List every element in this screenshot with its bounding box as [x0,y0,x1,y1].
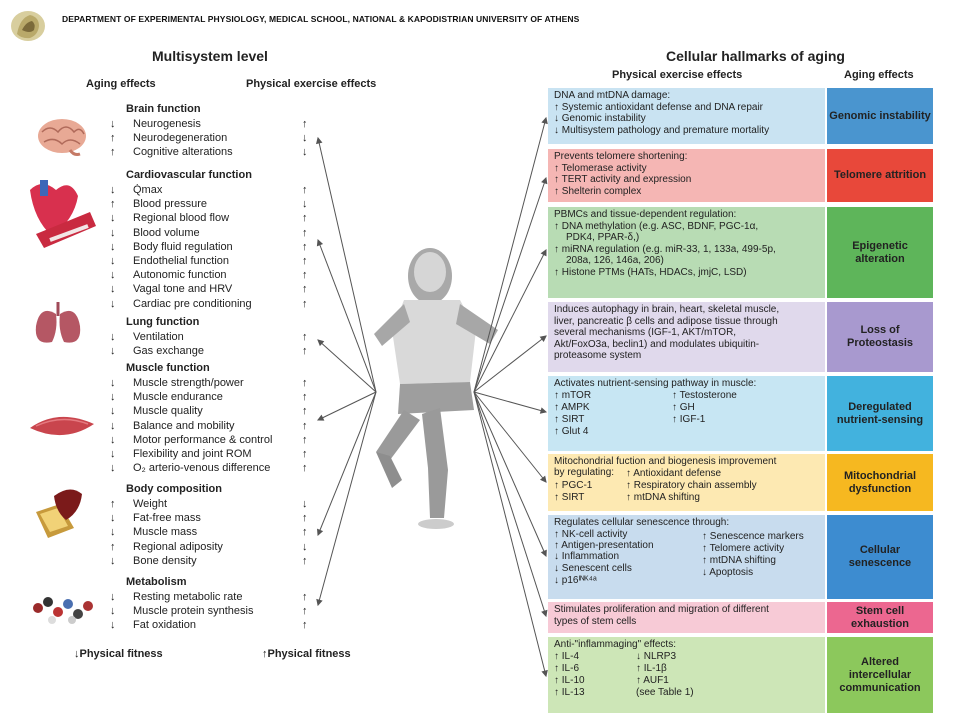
effect-label: Muscle protein synthesis [133,605,254,618]
effect-line: ↑ Glut 4 [554,426,589,437]
muscle-icon [30,417,94,435]
effect-line: ↑ AMPK [554,402,590,413]
exercise-arrow: ↑ [302,377,308,389]
effect-line: ↓ Genomic instability [554,113,646,124]
exercise-arrow: ↑ [302,462,308,475]
effect-line: Stimulates proliferation and migration of different [554,604,769,615]
effect-line: ↑ SIRT [554,414,585,425]
exercise-arrow: ↑ [302,591,308,603]
multisystem-title: Multisystem level [152,48,268,64]
effect-label: Muscle quality [133,405,203,418]
effect-label: O₂ arterio-venous difference [133,462,271,475]
aging-arrow: ↓ [110,448,116,460]
aging-arrow: ↓ [110,269,116,282]
aging-arrow: ↓ [110,377,116,389]
exercise-arrow: ↑ [302,240,308,253]
effect-label: Cardiac pre conditioning [133,297,252,310]
effect-line: ↑ mtDNA shifting [702,555,776,566]
hallmark-label: Stem cell exhaustion [827,602,933,633]
aging-arrow: ↓ [110,405,116,418]
exercise-arrow: ↑ [302,405,308,418]
aging-arrow: ↓ [110,433,116,446]
effect-label: Motor performance & control [133,433,273,446]
effect-label: Endothelial function [133,255,230,267]
effect-line: ↑ GH [672,402,695,413]
section-title: Lung function [126,316,200,328]
hallmark-effects-box [548,454,825,511]
hallmark-label: Loss of Proteostasis [827,302,933,372]
effect-label: Fat oxidation [133,619,196,632]
effect-line: ↑ Respiratory chain assembly [626,480,757,491]
exercise-arrow: ↑ [302,448,308,460]
aging-arrow: ↓ [110,240,116,253]
effect-line: ↓ Apoptosis [702,567,754,578]
effect-line: ↑ mtDNA shifting [626,492,700,503]
effect-line: Regulates cellular senescence through: [554,517,730,528]
exercise-arrow: ↓ [302,198,308,211]
aging-arrow: ↑ [110,498,116,510]
hallmark-effects-box [548,515,825,599]
effect-label: Muscle strength/power [133,377,244,389]
effect-label: Body fluid regulation [133,240,233,253]
hallmark-effects-box [548,302,825,372]
hallmark-label: Epigenetic alteration [827,207,933,298]
effect-label: Q̇max [133,184,163,196]
exercise-arrow: ↑ [302,255,308,267]
effect-label: Vagal tone and HRV [133,283,233,296]
aging-arrow: ↓ [110,331,116,343]
aging-arrow: ↓ [110,619,116,632]
section-title: Cardiovascular function [126,169,252,181]
aging-arrow: ↓ [110,605,116,618]
aging-arrow: ↓ [110,419,116,432]
right-col-aging-header: Aging effects [844,69,914,81]
effect-line: (see Table 1) [636,687,694,698]
effect-label: Resting metabolic rate [133,591,243,603]
fitness-decrease-label: ↓Physical fitness [74,648,163,660]
exercise-arrow: ↑ [302,212,308,225]
effect-label: Weight [133,498,168,510]
effect-line: ↓ Senescent cells [554,563,632,574]
effect-line: ↑ IL-10 [554,675,585,686]
exercise-arrow: ↑ [302,512,308,525]
university-logo-graphic [8,8,48,44]
effect-line: ↑ IL-6 [554,663,580,674]
hallmark-label: Cellular senescence [827,515,933,599]
effect-line: ↑ Histone PTMs (HATs, HDACs, jmjC, LSD) [554,266,747,278]
effect-line: Activates nutrient-sensing pathway in muscle: [554,378,757,389]
aging-arrow: ↓ [110,297,116,310]
aging-arrow: ↓ [110,591,116,603]
effect-line: Akt/FoxO3a, beclin1) and modulates ubiquitin- [554,338,760,350]
effect-line: ↑ Telomere activity [702,543,785,554]
effect-line: PDK4, PPAR-δ,) [566,232,640,243]
hallmark-effects-box [548,376,825,451]
hallmark-label: Deregulated nutrient-sensing [827,376,933,451]
hallmark-effects-box [548,637,825,713]
effect-label: Flexibility and joint ROM [133,448,252,460]
effect-label: Cognitive alterations [133,146,233,159]
effect-line: ↑ Systemic antioxidant defense and DNA repair [554,101,763,113]
effect-label: Bone density [133,554,197,567]
effect-line: ↑ Shelterin complex [554,185,642,197]
hallmarks-title: Cellular hallmarks of aging [666,48,845,64]
hallmark-label: Mitochondrial dysfunction [827,454,933,511]
aging-arrow: ↓ [110,345,116,358]
aging-arrow: ↑ [110,198,116,211]
exercise-arrow: ↓ [302,498,308,510]
aging-arrow: ↓ [110,283,116,296]
section-title: Brain function [126,103,201,115]
effect-line: ↓ NLRP3 [636,651,677,662]
exercise-arrow: ↑ [302,419,308,432]
effect-label: Regional adiposity [133,540,223,553]
molecule-icon [33,597,93,624]
effect-label: Autonomic function [133,269,227,282]
section-title: Body composition [126,483,222,495]
aging-arrow: ↑ [110,146,116,159]
effect-line: types of stem cells [554,615,637,627]
effect-line: ↑ IGF-1 [672,414,706,425]
exercise-arrow: ↑ [302,269,308,282]
effect-line: Induces autophagy in brain, heart, skeletal muscle, [554,304,780,315]
body-composition-icon [36,489,82,538]
aging-arrow: ↓ [110,255,116,267]
effect-line: liver, pancreatic β cells and adipose tissue through [554,315,778,327]
exercise-arrow: ↑ [302,184,308,196]
effect-line: ↑ Antioxidant defense [626,468,722,479]
exercise-arrow: ↑ [302,331,308,343]
left-col-aging-header: Aging effects [86,78,156,90]
effect-label: Muscle endurance [133,391,223,404]
exercise-arrow: ↑ [302,554,308,567]
exercise-arrow: ↑ [302,283,308,296]
hallmark-effects-box [548,602,825,633]
effect-line: ↑ AUF1 [636,675,669,686]
connector-arrows [317,118,548,676]
effect-label: Balance and mobility [133,419,235,432]
hallmark-effects-box [548,88,825,144]
exercise-arrow: ↑ [302,526,308,539]
header-title: DEPARTMENT OF EXPERIMENTAL PHYSIOLOGY, MEDICAL SCHOOL, NATIONAL & KAPODISTRIAN UNIVERSITY OF ATHENS [62,14,580,24]
lungs-icon [36,302,80,343]
effect-label: Fat-free mass [133,512,201,525]
exercise-arrow: ↓ [302,132,308,145]
effect-line: ↓ Multisystem pathology and premature mortality [554,124,770,136]
effect-line: ↑ TERT activity and expression [554,174,692,185]
elderly-exercise-figure [374,248,498,529]
effect-label: Muscle mass [133,526,198,539]
effect-label: Regional blood flow [133,212,230,225]
hallmark-label: Altered intercellular communication [827,637,933,713]
university-logo-icon [8,8,48,44]
effect-label: Ventilation [133,331,184,343]
effect-line: ↑ miRNA regulation (e.g. miR-33, 1, 133a, 499-5p, [554,243,776,255]
aging-arrow: ↓ [110,391,116,404]
effect-line: ↑ Telomerase activity [554,162,647,174]
effect-line: ↑ Senescence markers [702,531,804,542]
effect-line: by regulating: [554,467,615,478]
aging-arrow: ↓ [110,118,116,130]
effect-line: several mechanisms (IGF-1, AKT/mTOR, [554,327,737,338]
effect-line: ↑ IL-13 [554,687,585,698]
aging-arrow: ↓ [110,526,116,539]
effect-line: ↓ p16ᴵᴺᴷ⁴ᵃ [554,575,597,586]
effect-line: ↓ Inflammation [554,551,620,562]
effect-line: Mitochondrial fuction and biogenesis improvement [554,456,777,467]
effect-line: ↑ NK-cell activity [554,529,628,540]
section-title: Metabolism [126,576,187,588]
hallmark-effects-box [548,149,825,202]
aging-arrow: ↓ [110,212,116,225]
exercise-arrow: ↑ [302,345,308,358]
effect-line: Prevents telomere shortening: [554,151,688,162]
aging-arrow: ↑ [110,540,116,553]
aging-arrow: ↓ [110,512,116,525]
effect-line: ↑ SIRT [554,492,585,503]
effect-line: 208a, 126, 146a, 206) [566,255,664,266]
effect-line: ↑ Antigen-presentation [554,540,654,551]
effect-line: ↑ Testosterone [672,390,737,401]
effect-line: ↑ IL-1β [636,663,667,674]
aging-arrow: ↓ [110,226,116,239]
effect-line: Anti-"inflammaging" effects: [554,639,676,650]
exercise-arrow: ↓ [302,540,308,553]
effect-line: DNA and mtDNA damage: [554,90,671,101]
exercise-arrow: ↑ [302,297,308,310]
exercise-arrow: ↑ [302,433,308,446]
effect-line: proteasome system [554,350,642,361]
exercise-arrow: ↑ [302,118,308,130]
effect-line: ↑ IL-4 [554,651,580,662]
aging-arrow: ↑ [110,132,116,145]
exercise-arrow: ↓ [302,146,308,159]
aging-arrow: ↓ [110,554,116,567]
hallmark-label: Telomere attrition [827,149,933,202]
effect-line: ↑ mTOR [554,390,592,401]
effect-label: Gas exchange [133,345,204,358]
effect-label: Neurogenesis [133,118,201,130]
effect-label: Blood pressure [133,198,207,211]
aging-arrow: ↓ [110,462,116,475]
effect-line: ↑ DNA methylation (e.g. ASC, BDNF, PGC-1α, [554,220,759,232]
aging-arrow: ↓ [110,184,116,196]
heart-icon [30,180,96,248]
section-title: Muscle function [126,362,210,374]
left-col-exercise-header: Physical exercise effects [246,78,377,90]
hallmark-label: Genomic instability [827,88,933,144]
exercise-arrow: ↑ [302,226,308,239]
exercise-arrow: ↑ [302,391,308,404]
exercise-arrow: ↑ [302,605,308,618]
effect-label: Neurodegeneration [133,132,228,145]
brain-icon [38,119,86,155]
hallmark-effects-box [548,207,825,298]
exercise-arrow: ↑ [302,619,308,632]
effect-label: Blood volume [133,226,200,239]
effect-line: PBMCs and tissue-dependent regulation: [554,209,737,220]
fitness-increase-label: ↑Physical fitness [262,648,351,660]
right-col-exercise-header: Physical exercise effects [612,69,743,81]
effect-line: ↑ PGC-1 [554,480,593,491]
